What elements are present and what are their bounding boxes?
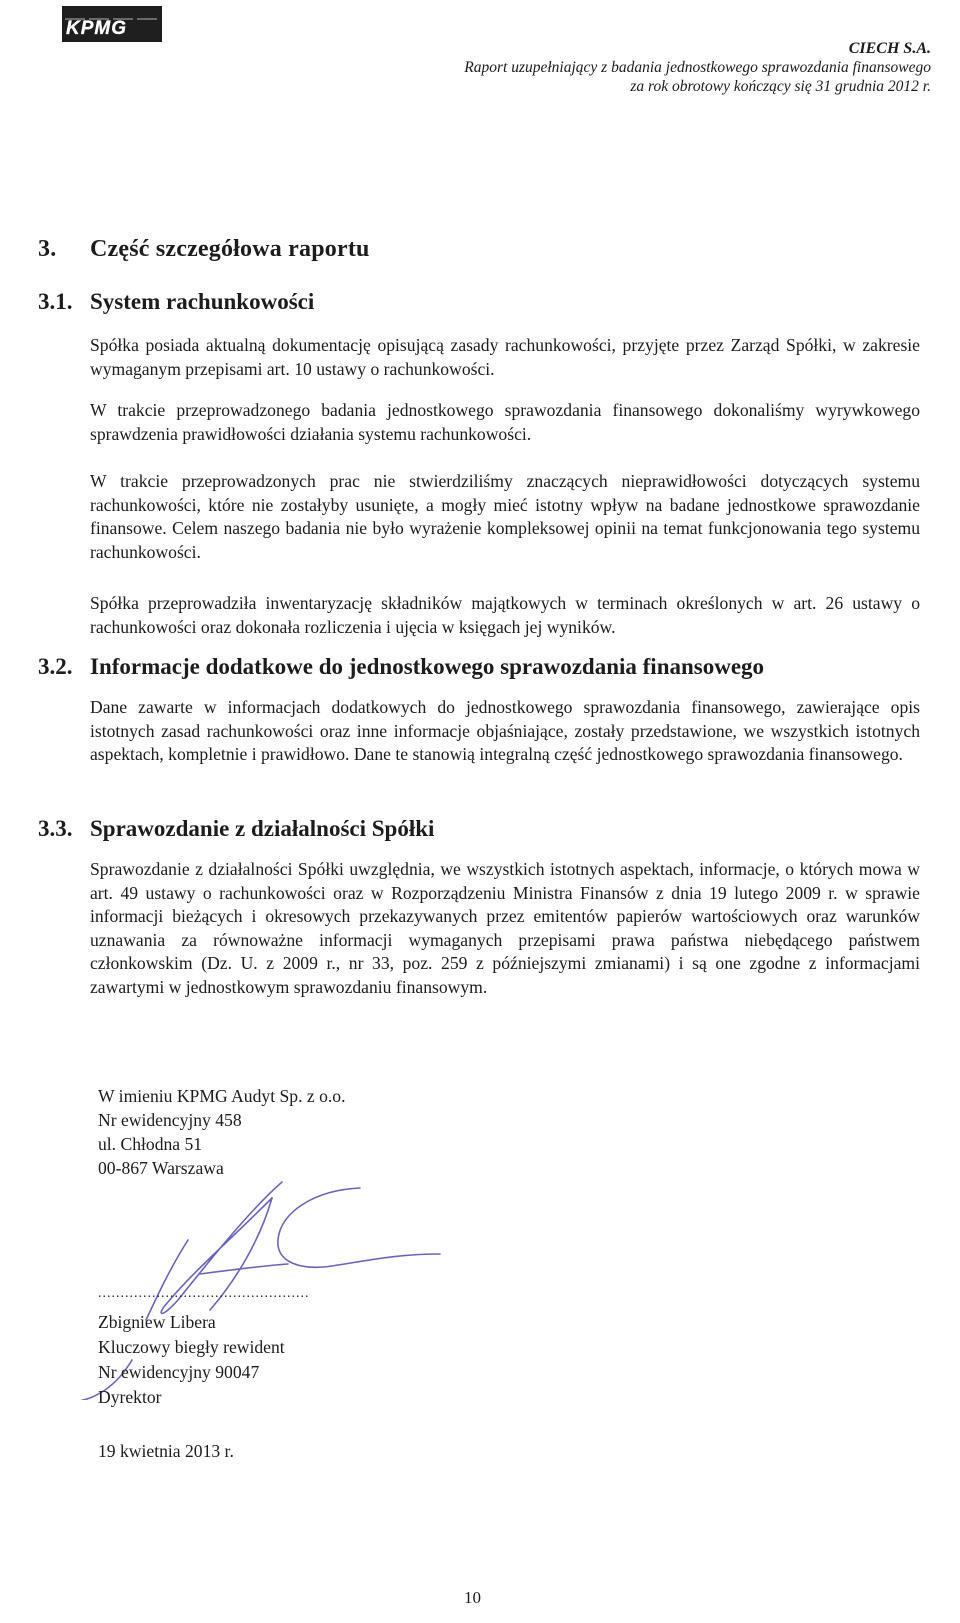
section-3-2-title: Informacje dodatkowe do jednostkowego sprawozdania finansowego (90, 654, 765, 679)
auditor-street: ul. Chłodna 51 (98, 1134, 203, 1154)
signature-date: 19 kwietnia 2013 r. (98, 1441, 234, 1461)
kpmg-logo (62, 6, 162, 42)
signer-block (98, 1310, 285, 1410)
signer-name: Zbigniew Libera (98, 1312, 216, 1332)
section-3-2-paragraph: Dane zawarte w informacjach dodatkowych do jednostkowego sprawozdania finansowego, zawierające opis istotnych zasad rachunkowości oraz inne informacje objaśniające, zostały przedstawione, we wszystkich istotnych aspektach, kompletnie i prawidłowo. Dane te stanowią integralną część jednostkowego sprawozdania finansowego. (90, 697, 920, 764)
section-3-1-paragraph-4: Spółka przeprowadziła inwentaryzację składników majątkowych w terminach określonych w art. 26 ustawy o rachunkowości oraz dokonała rozliczenia i ujęcia w księgach jej wyników. (90, 593, 920, 637)
page-number: 10 (464, 1588, 481, 1607)
section-3-1-number: 3.1. (38, 289, 73, 314)
section-3-1-heading (38, 289, 314, 315)
section-3-title: Część szczegółowa raportu (90, 236, 370, 262)
section-3-3-paragraph: Sprawozdanie z działalności Spółki uwzględnia, we wszystkich istotnych aspektach, informacje, o których mowa w art. 49 ustawy o rachunkowości oraz w Rozporządzeniu Ministra Finansów z dnia 19 lutego 2009 r. w sprawie informacji bieżących i okresowych przekazywanych przez emitentów papierów wartościowych oraz warunków uznawania za równoważne informacji wymaganych przepisami prawa państwa niebędącego państwem członkowskim (Dz. U. z 2009 r., nr 33, poz. 259 z późniejszymi zmianami) i są one zgodne z informacjami zawartymi w jednostkowym sprawozdaniu finansowym. (90, 859, 920, 997)
signer-title: Dyrektor (98, 1387, 162, 1407)
section-3-1-paragraph-1: Spółka posiada aktualną dokumentację opisującą zasady rachunkowości, przyjęte przez Zarząd Spółki, w zakresie wymaganym przepisami art. 10 ustawy o rachunkowości. (90, 335, 920, 379)
logo-text: KPMG (66, 18, 127, 39)
section-3-3-heading (38, 816, 434, 842)
section-3-3-title: Sprawozdanie z działalności Spółki (90, 816, 435, 841)
auditor-address-block (98, 1084, 345, 1180)
page-header (311, 39, 931, 96)
section-3-2-heading (38, 654, 764, 680)
header-line1: Raport uzupełniający z badania jednostkowego sprawozdania finansowego (464, 59, 931, 76)
section-3-1-paragraph-2: W trakcie przeprowadzonego badania jednostkowego sprawozdania finansowego dokonaliśmy wyrywkowego sprawdzenia prawidłowości działania systemu rachunkowości. (90, 400, 920, 444)
auditor-city: 00-867 Warszawa (98, 1158, 224, 1178)
section-3-1-title: System rachunkowości (90, 289, 315, 314)
signature-line: ............................................... (98, 1286, 310, 1301)
section-3-2-number: 3.2. (38, 654, 73, 679)
header-company: CIECH S.A. (848, 40, 931, 57)
section-3-3-number: 3.3. (38, 816, 73, 841)
signer-role: Kluczowy biegły rewident (98, 1337, 285, 1357)
header-line2: za rok obrotowy kończący się 31 grudnia 2012 r. (630, 78, 931, 95)
auditor-firm-reg: Nr ewidencyjny 458 (98, 1110, 242, 1130)
signer-reg: Nr ewidencyjny 90047 (98, 1362, 260, 1382)
section-3-heading (38, 236, 370, 263)
section-3-number: 3. (38, 236, 57, 262)
section-3-1-paragraph-3: W trakcie przeprowadzonych prac nie stwierdziliśmy znaczących nieprawidłowości dotyczących systemu rachunkowości, które nie zostałyby usunięte, a mogły mieć istotny wpływ na badane jednostkowe sprawozdanie finansowe. Celem naszego badania nie było wyrażenie kompleksowej opinii na temat funkcjonowania tego systemu rachunkowości. (90, 471, 920, 562)
auditor-firm: W imieniu KPMG Audyt Sp. z o.o. (98, 1086, 346, 1106)
